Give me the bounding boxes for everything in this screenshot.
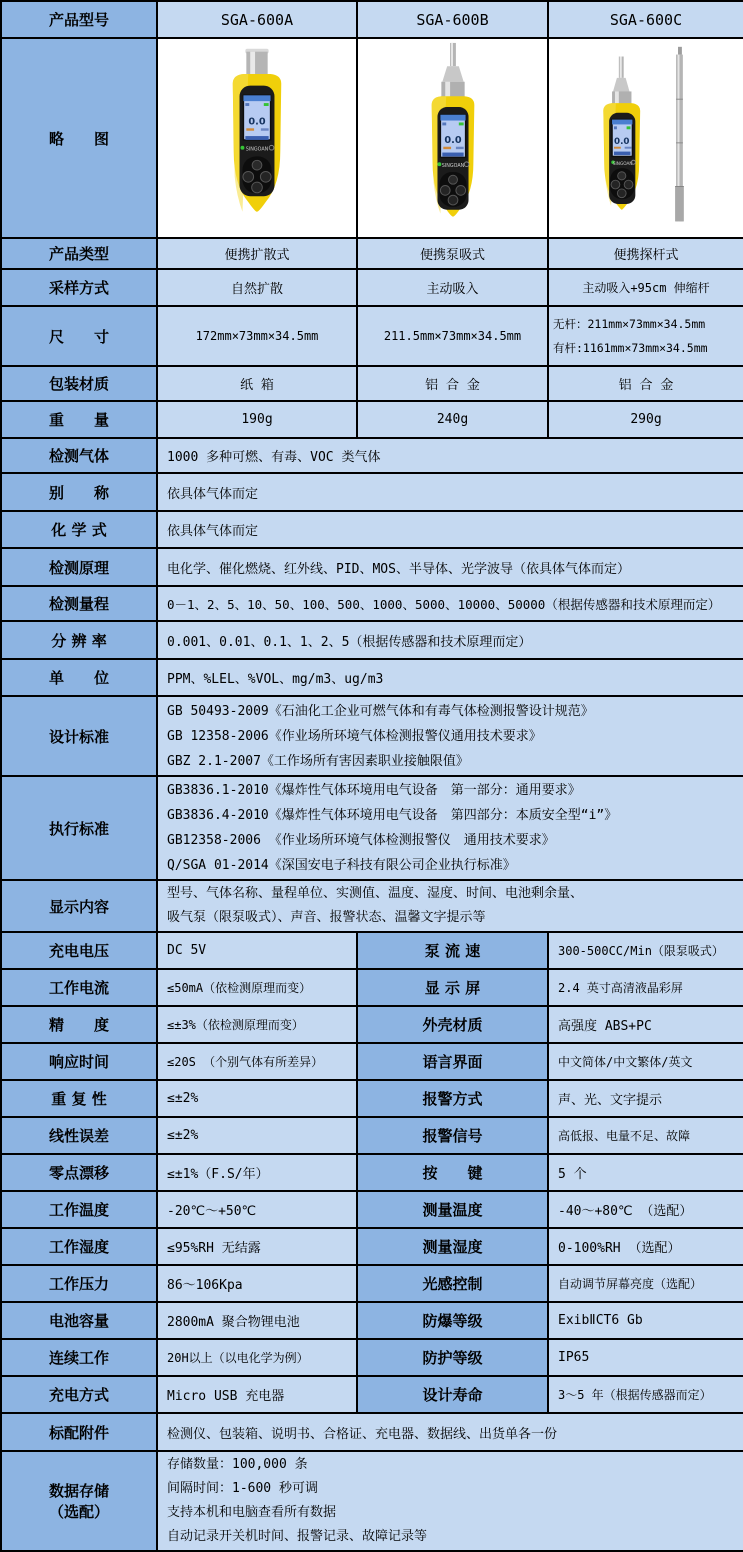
- row-label-weight: 重 量: [1, 401, 157, 438]
- device-a-image: [182, 41, 332, 235]
- row-label-design-life: 设计寿命: [357, 1376, 548, 1413]
- row-label-language-ui: 语言界面: [357, 1043, 548, 1080]
- row-label-protection-rating: 防护等级: [357, 1339, 548, 1376]
- design-standards-value: [157, 696, 743, 776]
- executive-standard-line: Q/SGA 01-2014《深国安电子科技有限公司企业执行标准》: [167, 858, 516, 873]
- device-brand-label: SINGOAN: [245, 146, 269, 153]
- pump-flow-value: 300-500CC/Min（限泵吸式）: [548, 932, 743, 969]
- data-storage-label-line2: （选配）: [48, 1503, 109, 1521]
- product-type-a: 便携扩散式: [157, 238, 357, 269]
- row-label-chemical-formula: 化 学 式: [1, 511, 157, 548]
- explosion-proof-rating-value: ExibⅡCT6 Gb: [548, 1302, 743, 1339]
- row-label-display-contents: 显示内容: [1, 880, 157, 932]
- table-row: [1, 621, 743, 659]
- working-temperature-value: -20℃～+50℃: [157, 1191, 357, 1228]
- row-label-standard-accessories: 标配附件: [1, 1413, 157, 1451]
- working-pressure-value: 86～106Kpa: [157, 1265, 357, 1302]
- row-label-pump-flow: 泵 流 速: [357, 932, 548, 969]
- row-label-alias: 别 称: [1, 473, 157, 511]
- data-storage-line: 支持本机和电脑查看所有数据: [167, 1505, 337, 1520]
- data-storage-line: 存储数量：100,000 条: [167, 1457, 308, 1472]
- weight-a: 190g: [157, 401, 357, 438]
- model-name-sga-600b: SGA-600B: [357, 1, 548, 38]
- data-storage-value: [157, 1451, 743, 1551]
- table-row: [1, 586, 743, 621]
- table-row: [1, 511, 743, 548]
- alias-value: 依具体气体而定: [157, 473, 743, 511]
- table-row: [1, 659, 743, 696]
- device-brand-label: SINGOAN: [441, 163, 464, 170]
- table-row: [1, 1228, 743, 1265]
- table-row: [1, 1451, 743, 1551]
- response-time-value: ≤20S （个别气体有所差异）: [157, 1043, 357, 1080]
- sampling-c: 主动吸入+95cm 伸缩杆: [548, 269, 743, 306]
- data-storage-line: 间隔时间：1-600 秒可调: [167, 1481, 318, 1496]
- row-label-measuring-temperature: 测量温度: [357, 1191, 548, 1228]
- device-image-cell-b: [357, 38, 548, 238]
- alarm-mode-value: 声、光、文字提示: [548, 1080, 743, 1117]
- row-label-working-humidity: 工作湿度: [1, 1228, 157, 1265]
- table-row: [1, 1043, 743, 1080]
- row-label-packaging: 包装材质: [1, 366, 157, 401]
- device-screen-value: 0.0: [614, 136, 630, 147]
- row-label-accuracy: 精 度: [1, 1006, 157, 1043]
- table-row: [1, 1191, 743, 1228]
- device-b-image: [378, 41, 528, 235]
- product-type-c: 便携探杆式: [548, 238, 743, 269]
- table-row: [1, 1006, 743, 1043]
- table-row: [1, 1, 743, 38]
- row-label-detection-range: 检测量程: [1, 586, 157, 621]
- charging-voltage-value: DC 5V: [157, 932, 357, 969]
- row-label-explosion-proof-rating: 防爆等级: [357, 1302, 548, 1339]
- detected-gases-value: 1000 多种可燃、有毒、VOC 类气体: [157, 438, 743, 473]
- detection-principle-value: 电化学、催化燃烧、红外线、PID、MOS、半导体、光学波导（依具体气体而定）: [157, 548, 743, 586]
- row-label-battery-capacity: 电池容量: [1, 1302, 157, 1339]
- detection-range-value: 0－1、2、5、10、50、100、500、1000、5000、10000、50000（根据传感器和技术原理而定）: [157, 586, 743, 621]
- weight-b: 240g: [357, 401, 548, 438]
- table-row: [1, 776, 743, 880]
- device-led-indicator: [241, 146, 245, 150]
- table-row: [1, 548, 743, 586]
- design-standard-line: GB 50493-2009《石油化工企业可燃气体和有毒气体检测报警设计规范》: [167, 703, 594, 719]
- row-label-charging-method: 充电方式: [1, 1376, 157, 1413]
- measuring-temperature-value: -40～+80℃ （选配）: [548, 1191, 743, 1228]
- device-c-image: [566, 41, 726, 235]
- row-label-sampling-method: 采样方式: [1, 269, 157, 306]
- row-label-alarm-mode: 报警方式: [357, 1080, 548, 1117]
- device-screen-value: 0.0: [248, 116, 266, 128]
- working-current-value: ≤50mA（依检测原理而变）: [157, 969, 357, 1006]
- model-name-sga-600c: SGA-600C: [548, 1, 743, 38]
- table-row: [1, 932, 743, 969]
- units-value: PPM、%LEL、%VOL、mg/m3、ug/m3: [157, 659, 743, 696]
- weight-c: 290g: [548, 401, 743, 438]
- row-label-executive-standards: 执行标准: [1, 776, 157, 880]
- row-label-zero-drift: 零点漂移: [1, 1154, 157, 1191]
- display-screen-value: 2.4 英寸高清液晶彩屏: [548, 969, 743, 1006]
- dimensions-c-with-rod: 有杆:1161mm×73mm×34.5mm: [553, 341, 708, 355]
- protection-rating-value: IP65: [548, 1339, 743, 1376]
- executive-standards-value: [157, 776, 743, 880]
- display-contents-value: [157, 880, 743, 932]
- model-name-sga-600a: SGA-600A: [157, 1, 357, 38]
- row-label-continuous-operation: 连续工作: [1, 1339, 157, 1376]
- device-screen-value: 0.0: [443, 134, 462, 146]
- row-label-repeatability: 重 复 性: [1, 1080, 157, 1117]
- table-row: [1, 238, 743, 269]
- product-type-b: 便携泵吸式: [357, 238, 548, 269]
- row-label-detected-gases: 检测气体: [1, 438, 157, 473]
- table-row: [1, 880, 743, 932]
- working-humidity-value: ≤95%RH 无结露: [157, 1228, 357, 1265]
- row-label-sketch: 略 图: [1, 38, 157, 238]
- table-row: [1, 1154, 743, 1191]
- table-row: [1, 1265, 743, 1302]
- row-label-display-screen: 显 示 屏: [357, 969, 548, 1006]
- table-row: [1, 969, 743, 1006]
- executive-standard-line: GB12358-2006 《作业场所环境气体检测报警仪 通用技术要求》: [167, 833, 555, 848]
- table-row: [1, 696, 743, 776]
- table-row: [1, 38, 743, 238]
- display-contents-line: 吸气泵（限泵吸式）、声音、报警状态、温馨文字提示等: [167, 910, 486, 925]
- battery-capacity-value: 2800mA 聚合物锂电池: [157, 1302, 357, 1339]
- row-label-shell-material: 外壳材质: [357, 1006, 548, 1043]
- device-image-cell-a: [157, 38, 357, 238]
- row-label-data-storage: [1, 1451, 157, 1551]
- linearity-error-value: ≤±2%: [157, 1117, 357, 1154]
- row-label-measuring-humidity: 测量湿度: [357, 1228, 548, 1265]
- dimensions-a: 172mm×73mm×34.5mm: [157, 306, 357, 366]
- packaging-b: 铝 合 金: [357, 366, 548, 401]
- data-storage-label-line1: 数据存储: [48, 1482, 109, 1500]
- table-row: [1, 1080, 743, 1117]
- accuracy-value: ≤±3%（依检测原理而变）: [157, 1006, 357, 1043]
- dimensions-b: 211.5mm×73mm×34.5mm: [357, 306, 548, 366]
- sampling-b: 主动吸入: [357, 269, 548, 306]
- alarm-signal-value: 高低报、电量不足、故障: [548, 1117, 743, 1154]
- table-row: [1, 306, 743, 366]
- row-label-working-temperature: 工作温度: [1, 1191, 157, 1228]
- row-label-resolution: 分 辨 率: [1, 621, 157, 659]
- table-row: [1, 401, 743, 438]
- light-control-value: 自动调节屏幕亮度（选配）: [548, 1265, 743, 1302]
- row-label-product-model: 产品型号: [1, 1, 157, 38]
- design-standard-line: GBZ 2.1-2007《工作场所有害因素职业接触限值》: [167, 753, 469, 769]
- zero-drift-value: ≤±1%（F.S/年）: [157, 1154, 357, 1191]
- dimensions-c: [548, 306, 743, 366]
- table-row: [1, 1302, 743, 1339]
- row-label-working-pressure: 工作压力: [1, 1265, 157, 1302]
- charging-method-value: Micro USB 充电器: [157, 1376, 357, 1413]
- sampling-a: 自然扩散: [157, 269, 357, 306]
- row-label-dimensions: 尺 寸: [1, 306, 157, 366]
- row-label-alarm-signal: 报警信号: [357, 1117, 548, 1154]
- executive-standard-line: GB3836.4-2010《爆炸性气体环境用电气设备 第四部分：本质安全型“i”》: [167, 808, 618, 823]
- language-ui-value: 中文简体/中文繁体/英文: [548, 1043, 743, 1080]
- chemical-formula-value: 依具体气体而定: [157, 511, 743, 548]
- device-brand-label: SINGOAN: [612, 162, 633, 168]
- row-label-light-control: 光感控制: [357, 1265, 548, 1302]
- row-label-detection-principle: 检测原理: [1, 548, 157, 586]
- row-label-linearity-error: 线性误差: [1, 1117, 157, 1154]
- continuous-operation-value: 20H以上（以电化学为例）: [157, 1339, 357, 1376]
- table-row: [1, 1117, 743, 1154]
- row-label-working-current: 工作电流: [1, 969, 157, 1006]
- resolution-value: 0.001、0.01、0.1、1、2、5（根据传感器和技术原理而定）: [157, 621, 743, 659]
- measuring-humidity-value: 0-100%RH （选配）: [548, 1228, 743, 1265]
- table-row: [1, 269, 743, 306]
- row-label-charging-voltage: 充电电压: [1, 932, 157, 969]
- row-label-buttons: 按 键: [357, 1154, 548, 1191]
- telescopic-probe-rod: [678, 47, 682, 55]
- executive-standard-line: GB3836.1-2010《爆炸性气体环境用电气设备 第一部分：通用要求》: [167, 783, 581, 798]
- table-row: [1, 438, 743, 473]
- table-row: [1, 366, 743, 401]
- buttons-value: 5 个: [548, 1154, 743, 1191]
- row-label-response-time: 响应时间: [1, 1043, 157, 1080]
- shell-material-value: 高强度 ABS+PC: [548, 1006, 743, 1043]
- row-label-product-type: 产品类型: [1, 238, 157, 269]
- row-label-units: 单 位: [1, 659, 157, 696]
- design-life-value: 3～5 年（根据传感器而定）: [548, 1376, 743, 1413]
- table-row: [1, 473, 743, 511]
- device-image-cell-c: [548, 38, 743, 238]
- packaging-c: 铝 合 金: [548, 366, 743, 401]
- dimensions-c-no-rod: 无杆：211mm×73mm×34.5mm: [553, 317, 706, 331]
- repeatability-value: ≤±2%: [157, 1080, 357, 1117]
- design-standard-line: GB 12358-2006《作业场所环境气体检测报警仪通用技术要求》: [167, 728, 542, 744]
- standard-accessories-value: 检测仪、包装箱、说明书、合格证、充电器、数据线、出货单各一份: [157, 1413, 743, 1451]
- table-row: [1, 1339, 743, 1376]
- display-contents-line: 型号、气体名称、量程单位、实测值、温度、湿度、时间、电池剩余量、: [167, 886, 584, 901]
- packaging-a: 纸 箱: [157, 366, 357, 401]
- row-label-design-standards: 设计标准: [1, 696, 157, 776]
- data-storage-line: 自动记录开关机时间、报警记录、故障记录等: [167, 1529, 428, 1544]
- table-row: [1, 1376, 743, 1413]
- table-row: [1, 1413, 743, 1451]
